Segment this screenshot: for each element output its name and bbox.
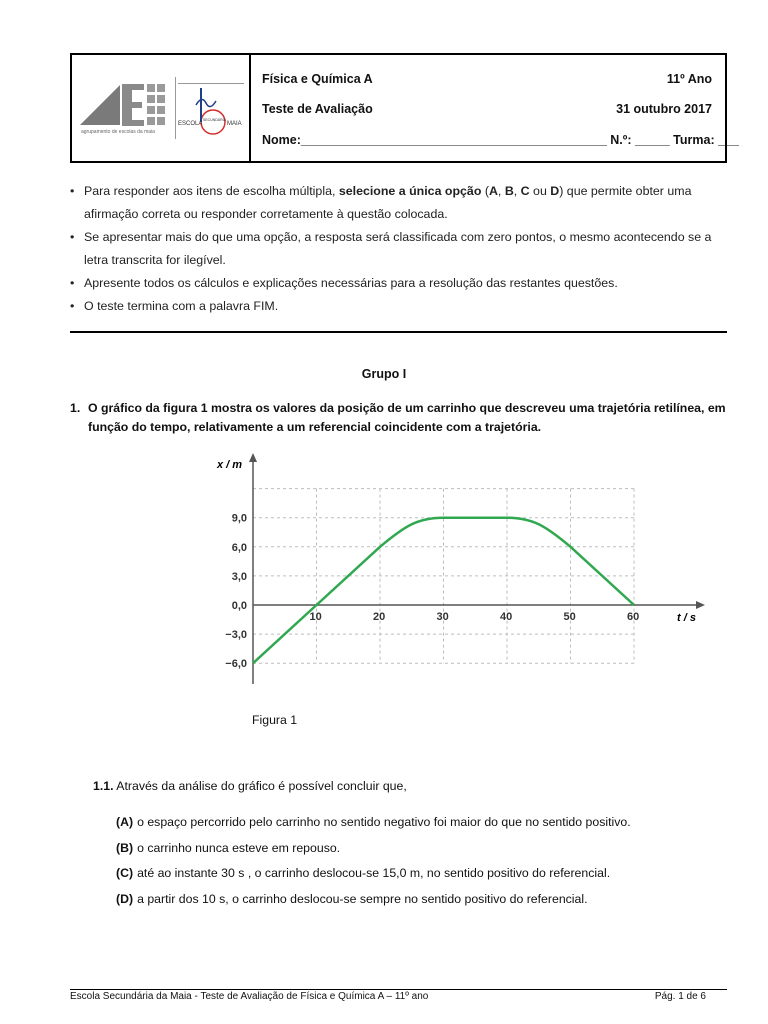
subject-title: Física e Química A: [262, 72, 373, 86]
x-tick-label: 60: [627, 611, 640, 623]
school-logo-maia: MAIA: [227, 121, 242, 127]
agrupamento-logo: [72, 55, 249, 161]
instruction-item: [70, 295, 730, 318]
instruction-options: (A, B, C ou D) que permite obter uma afirmação correta ou responder corretamente à questão colocada.: [84, 184, 692, 221]
option-a[interactable]: [116, 815, 631, 829]
header-box: [70, 53, 739, 163]
instruction-item: [70, 272, 730, 295]
x-tick-label: 10: [309, 611, 322, 623]
y-axis-label: x / m: [217, 459, 243, 471]
instruction-text: O teste termina com a palavra FIM.: [84, 299, 279, 313]
option-text: o espaço percorrido pelo carrinho no sentido negativo foi maior do que no sentido positivo.: [137, 815, 631, 829]
instruction-item: [70, 226, 730, 272]
chart-ticks: [225, 513, 639, 671]
option-text: até ao instante 30 s , o carrinho deslocou-se 15,0 m, no sentido positivo do referencial.: [137, 866, 611, 880]
option-letter: (C): [116, 866, 134, 880]
school-logo-sub: SECUNDÁRIA: [203, 118, 226, 122]
question-number: 1.1.: [93, 779, 114, 793]
logo-caption: agrupamento de escolas da maia: [81, 129, 155, 135]
question-text: O gráfico da figura 1 mostra os valores da posição de um carrinho que descreveu uma trajetória retilínea, em função do tempo, relativamente a um referencial coincidente com a trajetória.: [88, 401, 726, 434]
option-b[interactable]: [116, 841, 340, 855]
option-letter: (D): [116, 892, 134, 906]
option-letter: (B): [116, 841, 134, 855]
option-c[interactable]: [116, 866, 610, 880]
question-1-1: [93, 779, 407, 793]
group-title: Grupo I: [361, 367, 407, 381]
y-tick-label: 9,0: [231, 512, 247, 525]
chart-grid: [253, 489, 634, 664]
option-text: a partir dos 10 s, o carrinho deslocou-se sempre no sentido positivo do referencial.: [137, 892, 588, 906]
student-name-line: Nome:____________________________________________ N.º: _____ Turma: ___: [262, 133, 739, 147]
option-letter: (A): [116, 815, 134, 829]
instruction-text: Se apresentar mais do que uma opção, a resposta será classificada com zero pontos, o mesmo acontecendo se a letra transcrita for ilegível.: [84, 230, 712, 267]
page-number: Pág. 1 de 6: [654, 991, 706, 1002]
section-separator: [70, 331, 727, 333]
instructions-list: [70, 180, 730, 318]
instruction-text: Para responder aos itens de escolha múltipla,: [84, 184, 339, 198]
test-date: 31 outubro 2017: [616, 102, 712, 116]
footer-text: Escola Secundária da Maia - Teste de Avaliação de Física e Química A – 11º ano: [70, 991, 429, 1002]
x-tick-label: 20: [373, 611, 386, 623]
figure-caption: Figura 1: [252, 713, 298, 727]
school-logos: [72, 55, 249, 161]
x-axis-label: t / s: [677, 612, 696, 624]
y-tick-label: 3,0: [231, 570, 247, 583]
x-axis-arrow: [696, 601, 705, 609]
chart-axes: [249, 453, 705, 684]
x-tick-label: 40: [500, 611, 513, 623]
question-1: [70, 399, 730, 437]
y-axis-arrow: [249, 453, 257, 462]
footer-line: [70, 989, 727, 990]
school-year: 11º Ano: [666, 72, 712, 86]
question-number: 1.: [70, 401, 81, 415]
position-time-chart: [200, 448, 720, 694]
y-tick-label: 0,0: [231, 600, 247, 612]
header-divider: [249, 55, 251, 161]
test-title: Teste de Avaliação: [262, 102, 373, 116]
x-tick-label: 30: [436, 611, 449, 623]
option-text: o carrinho nunca esteve em repouso.: [137, 841, 341, 855]
instruction-bold: selecione a única opção: [338, 184, 482, 198]
instruction-item: [70, 180, 730, 226]
x-tick-label: 50: [563, 611, 576, 623]
instruction-text: Apresente todos os cálculos e explicações necessárias para a resolução das restantes questões.: [84, 276, 618, 290]
question-text: Através da análise do gráfico é possível concluir que,: [116, 779, 407, 793]
school-logo-text: ESCOLA: [178, 121, 203, 127]
y-tick-label: −3,0: [225, 629, 247, 642]
y-tick-label: 6,0: [231, 541, 247, 554]
option-d[interactable]: [116, 892, 588, 906]
y-tick-label: −6,0: [225, 658, 247, 671]
